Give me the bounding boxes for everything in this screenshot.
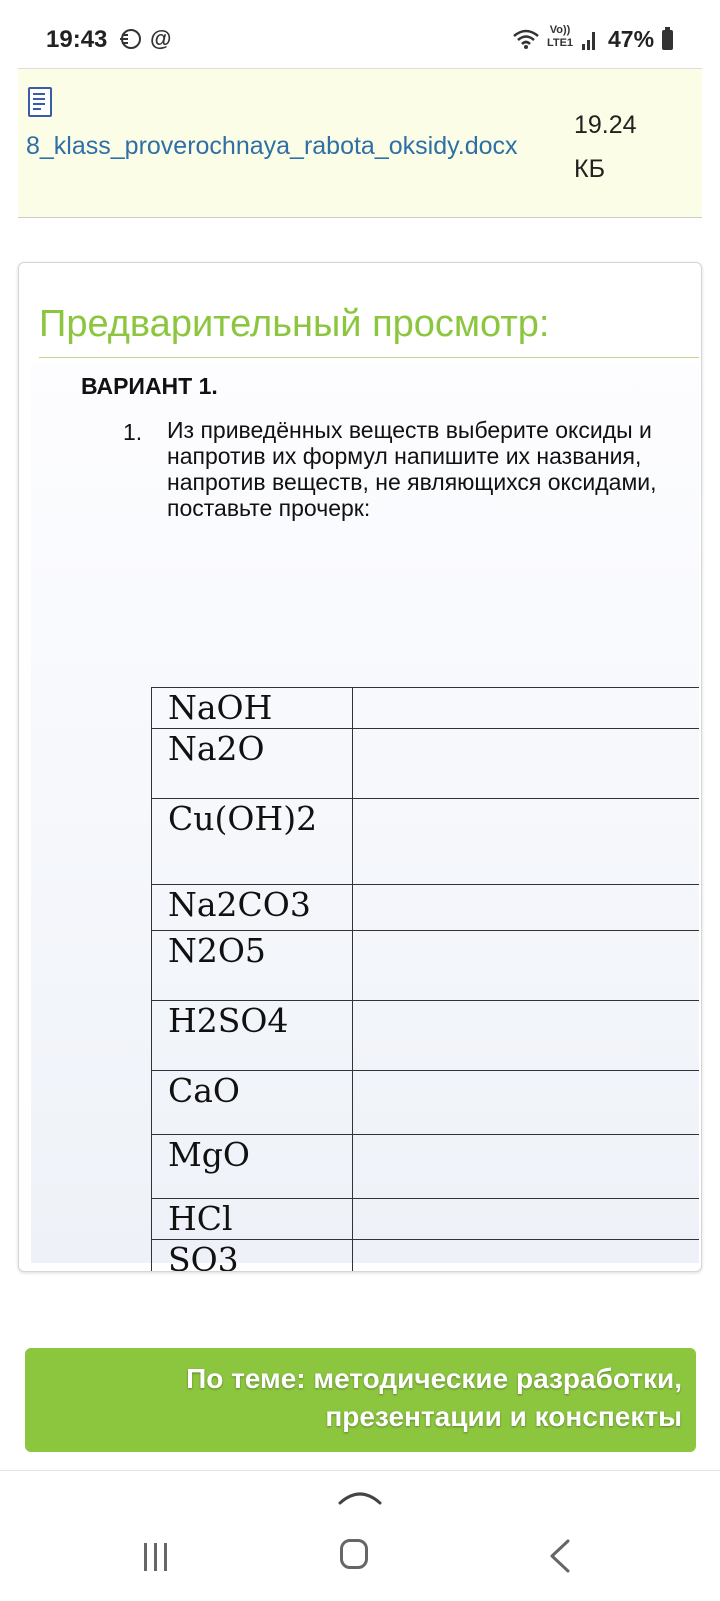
data-saver-icon: [118, 28, 144, 50]
file-attachment: [18, 68, 702, 218]
document-icon: [28, 87, 52, 117]
answer-cell: [353, 885, 700, 931]
question-number: 1.: [123, 419, 143, 445]
home-icon[interactable]: [340, 1539, 368, 1569]
formula-cell: Na2CO3: [152, 885, 353, 931]
navigation-bar: [0, 1470, 720, 1601]
topic-button-line1: По теме: методические разработки,: [186, 1363, 682, 1394]
formula-cell: HCl: [152, 1199, 353, 1240]
formula-table: [151, 687, 699, 1272]
document-preview[interactable]: [31, 363, 699, 1272]
preview-title: Предварительный просмотр:: [39, 303, 550, 345]
table-row: [152, 1199, 700, 1240]
formula-cell: Na2O: [152, 729, 353, 799]
answer-cell: [353, 1240, 700, 1273]
table-row: [152, 1001, 700, 1071]
table-row: [152, 1071, 700, 1135]
formula-cell: MgO: [152, 1135, 353, 1199]
recents-icon[interactable]: [144, 1543, 170, 1571]
table-row: [152, 1240, 700, 1273]
answer-cell: [353, 729, 700, 799]
formula-cell: Cu(OH)2: [152, 799, 353, 885]
answer-cell: [353, 931, 700, 1001]
status-time: 19:43: [46, 26, 108, 53]
topic-button[interactable]: [25, 1348, 696, 1452]
file-size-value: 19.24: [574, 111, 637, 139]
answer-cell: [353, 1001, 700, 1071]
battery-icon: [662, 30, 673, 50]
table-row: [152, 1135, 700, 1199]
answer-cell: [353, 1199, 700, 1240]
formula-cell: H2SO4: [152, 1001, 353, 1071]
wifi-icon: [512, 28, 540, 50]
at-icon: @: [150, 26, 172, 51]
file-size-unit: КБ: [574, 155, 605, 183]
table-row: [152, 688, 700, 729]
table-row: [152, 799, 700, 885]
answer-cell: [353, 1135, 700, 1199]
battery-percent: 47%: [608, 26, 655, 52]
table-row: [152, 931, 700, 1001]
title-divider: [39, 357, 699, 358]
formula-cell: N2O5: [152, 931, 353, 1001]
signal-icon: [582, 32, 598, 50]
variant-heading: ВАРИАНТ 1.: [81, 373, 218, 399]
question-text: Из приведённых веществ выберите оксиды и напротив их формул напишите их названия, напротив веществ, не являющихся оксидами, поставьте прочерк:: [167, 417, 657, 521]
topic-button-line2: презентации и конспекты: [325, 1401, 682, 1432]
table-row: [152, 729, 700, 799]
formula-cell: NaOH: [152, 688, 353, 729]
network-label: Vo)) LTE1: [546, 24, 574, 49]
preview-card: [18, 262, 702, 1272]
table-row: [152, 885, 700, 931]
file-download-link[interactable]: 8_klass_proverochnaya_rabota_oksidy.docx: [26, 132, 518, 160]
back-icon[interactable]: [548, 1539, 572, 1573]
answer-cell: [353, 688, 700, 729]
file-size: [574, 103, 637, 191]
formula-cell: CaO: [152, 1071, 353, 1135]
chevron-up-icon[interactable]: [338, 1483, 382, 1505]
formula-cell: SO3: [152, 1240, 353, 1273]
answer-cell: [353, 799, 700, 885]
answer-cell: [353, 1071, 700, 1135]
